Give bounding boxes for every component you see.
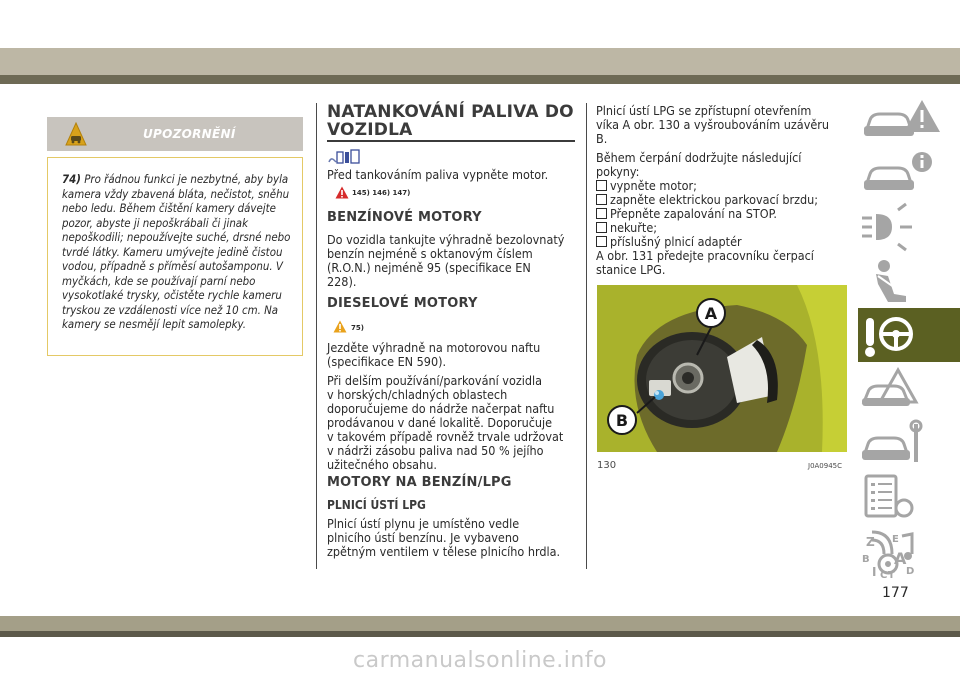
tab-car-tools[interactable]	[858, 416, 960, 470]
lpg-heading: MOTORY NA BENZÍN/LPG	[327, 475, 512, 490]
page-number: 177	[882, 585, 909, 601]
checkbox-icon	[596, 180, 607, 191]
intro-text: Před tankováním paliva vypněte motor.	[327, 167, 549, 182]
warning-header	[47, 117, 303, 151]
tab-lights[interactable]	[858, 200, 960, 254]
tab-specs-list[interactable]	[858, 470, 960, 524]
car-info-icon	[858, 146, 960, 200]
tab-road-warning[interactable]	[858, 362, 960, 416]
svg-text:A: A	[894, 549, 907, 568]
column-divider-left	[316, 103, 317, 569]
after-steps: A obr. 131 předejte pracovníku čerpací stanice LPG.	[596, 248, 814, 277]
alphabet-index-icon	[858, 532, 960, 582]
car-tools-icon	[858, 416, 960, 470]
watermark: carmanualsonline.info	[353, 648, 607, 673]
lpg-intro: Plnicí ústí LPG se zpřístupní otevřením víka A obr. 130 a vyšroubováním uzávěru B.	[596, 103, 830, 146]
car-warning-icon	[858, 92, 960, 146]
diesel-text-2: Při delším používání/parkování vozidla v horských/chladných oblastech doporučujeme do nádrže načerpat naftu prodávanou v dané lokalitě. Doporučuje v takovém případě rovněž trvale udržovat v nádrži zásobu paliva nad 50 % jejího užitečného obsahu.	[327, 373, 564, 472]
tab-car-info[interactable]	[858, 146, 960, 200]
svg-text:Z: Z	[866, 535, 875, 549]
label-b: B	[615, 411, 629, 430]
svg-text:B: B	[862, 554, 870, 565]
list-item: vypněte motor;	[596, 179, 818, 193]
petrol-heading: BENZÍNOVÉ MOTORY	[327, 210, 482, 225]
label-a: A	[704, 304, 718, 323]
intro-refs: 145) 146) 147)	[352, 189, 411, 197]
list-item: příslušný plnicí adaptér	[596, 235, 818, 249]
car-warning-icon	[65, 122, 87, 146]
tab-car-warning[interactable]	[858, 92, 960, 146]
svg-text:D: D	[906, 566, 915, 577]
figure-number: 130	[597, 460, 617, 471]
section-title: NATANKOVÁNÍ PALIVA DO VOZIDLA	[327, 102, 574, 140]
svg-text:T: T	[888, 570, 895, 581]
filler-illustration	[597, 285, 847, 452]
diesel-heading: DIESELOVÉ MOTORY	[327, 296, 478, 311]
diesel-ref: 75)	[351, 324, 364, 332]
svg-text:C: C	[880, 570, 888, 581]
fuel-pump-icon	[327, 149, 361, 165]
warning-text	[62, 172, 294, 332]
key-steering-icon	[858, 308, 960, 362]
diesel-text-1: Jezděte výhradně na motorovou naftu (specifikace EN 590).	[327, 340, 541, 369]
warning-title: UPOZORNĚNÍ	[143, 127, 236, 141]
lights-icon	[858, 200, 960, 254]
checkbox-icon	[596, 194, 607, 205]
tab-key-steering[interactable]	[858, 308, 960, 362]
svg-text:E: E	[892, 534, 899, 545]
svg-text:I: I	[872, 565, 877, 579]
road-warning-icon	[858, 362, 960, 416]
steps-list	[596, 179, 818, 249]
warning-ref: 74)	[62, 172, 81, 186]
top-band-dark	[0, 75, 960, 84]
column-divider-right	[586, 103, 587, 569]
caution-icon	[333, 320, 347, 333]
lpg-text: Plnicí ústí plynu je umístěno vedle plnicího ústí benzínu. Je vybaveno zpětným ventilem v tělese plnicího hrdla.	[327, 516, 561, 559]
seat-airbag-icon	[858, 254, 960, 308]
checkbox-icon	[596, 236, 607, 247]
list-item: nekuřte;	[596, 221, 818, 235]
petrol-text: Do vozidla tankujte výhradně bezolovnatý benzín nejméně s oktanovým číslem (R.O.N.) nejméně 95 (specifikace EN 228).	[327, 232, 565, 289]
checkbox-icon	[596, 208, 607, 219]
danger-icon	[335, 186, 349, 199]
specs-list-icon	[858, 470, 960, 524]
lpg-subheading: PLNICÍ ÚSTÍ LPG	[327, 498, 426, 512]
lpg-filler-photo	[597, 285, 847, 452]
list-item: zapněte elektrickou parkovací brzdu;	[596, 193, 818, 207]
tab-seat-airbag[interactable]	[858, 254, 960, 308]
warning-box	[47, 157, 303, 356]
figure-code: J0A0945C	[808, 462, 843, 470]
warning-body: Pro řádnou funkci je nezbytné, aby byla kamera vždy zbavená bláta, nečistot, sněhu nebo ledu. Během čištění kamery dávejte pozor, abyste ji nepoškrábali či jinak nepoškodili; nepoužívejte suché, drsné nebo tvrdé látky. Kameru umývejte jedině čistou vodou, případně s příměsí autošamponu. V myčkách, kde se používají parní nebo vysokotlaké trysky, očistěte rychle kameru tryskou ze vzdálenosti více než 10 cm. Na kamery se nesmějí lepit samolepky.	[62, 172, 291, 331]
steps-intro: Během čerpání dodržujte následující pokyny:	[596, 150, 802, 179]
list-item: Přepněte zapalování na STOP.	[596, 207, 818, 221]
title-rule	[327, 140, 575, 142]
bottom-band	[0, 616, 960, 631]
top-band	[0, 48, 960, 75]
checkbox-icon	[596, 222, 607, 233]
bottom-band-dark	[0, 631, 960, 637]
tab-alphabet-index[interactable]	[858, 532, 960, 582]
